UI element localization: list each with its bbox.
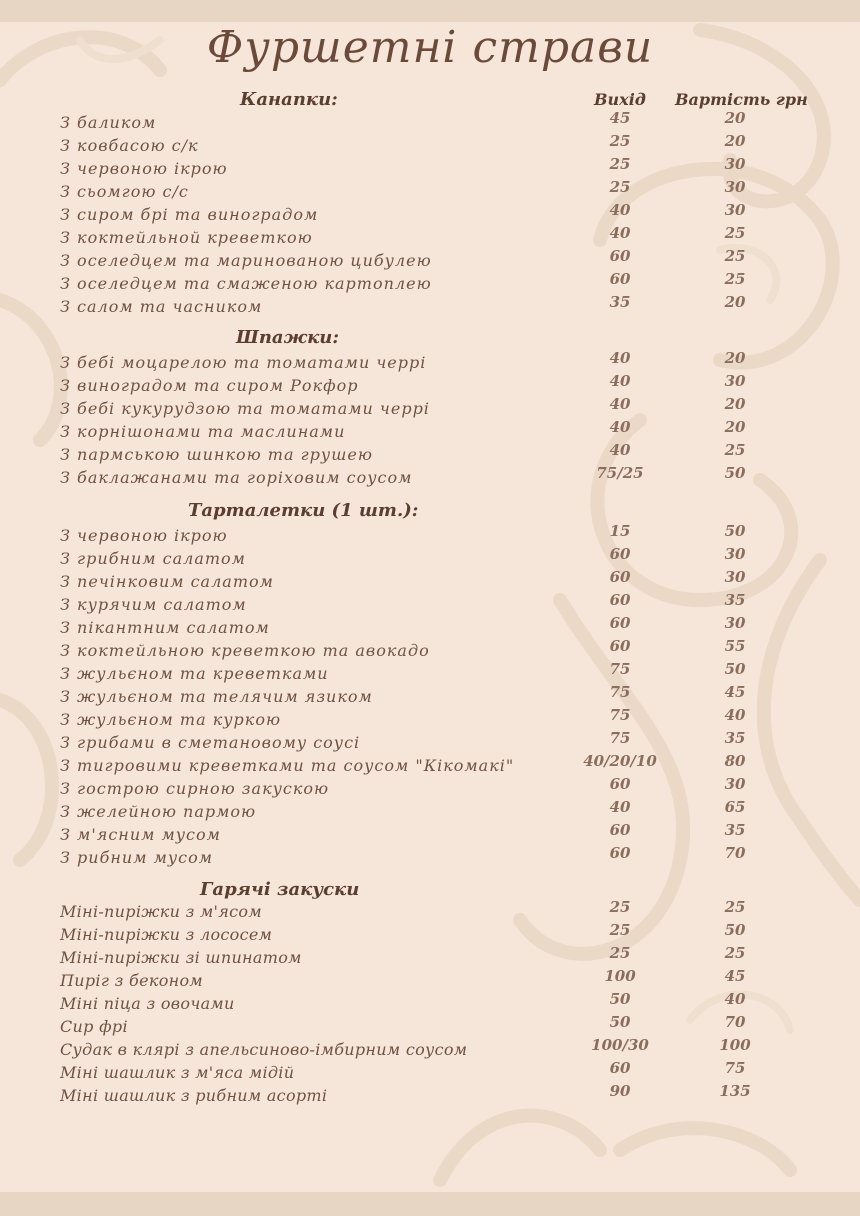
dish-price: 30 [724, 178, 746, 196]
dish-output: 15 [609, 522, 631, 540]
dish-output: 40 [609, 395, 631, 413]
dish-name: З жульєном та куркою [60, 710, 282, 729]
dish-price: 25 [724, 247, 746, 265]
top-border-band [0, 0, 860, 22]
dish-output: 50 [609, 990, 631, 1008]
dish-price: 30 [724, 201, 746, 219]
dish-price: 45 [724, 683, 746, 701]
menu-row [0, 1082, 860, 1109]
dish-name: З коктейльной креветкою [60, 228, 313, 247]
dish-name: З жульєном та телячим язиком [60, 687, 373, 706]
dish-name: З тигровими креветками та соусом "Кікомакі" [60, 756, 515, 775]
dish-name: З бебі моцарелою та томатами черрі [60, 353, 427, 372]
dish-output: 25 [609, 921, 631, 939]
dish-name: Міні піца з овочами [60, 994, 235, 1013]
dish-output: 25 [609, 178, 631, 196]
dish-price: 20 [724, 395, 746, 413]
dish-price: 100 [719, 1036, 751, 1054]
menu-row [0, 464, 860, 491]
dish-output: 25 [609, 155, 631, 173]
section-title: Гарячі закуски [200, 879, 360, 900]
dish-output: 60 [609, 775, 631, 793]
dish-output: 60 [609, 844, 631, 862]
dish-output: 40 [609, 201, 631, 219]
dish-name: З рибним мусом [60, 848, 213, 867]
dish-output: 60 [609, 591, 631, 609]
dish-output: 50 [609, 1013, 631, 1031]
dish-name: З червоною ікрою [60, 159, 228, 178]
dish-output: 75 [609, 729, 631, 747]
dish-price: 25 [724, 270, 746, 288]
dish-name: З гострою сирною закускою [60, 779, 330, 798]
dish-price: 70 [724, 1013, 746, 1031]
dish-output: 100 [604, 967, 636, 985]
dish-name: З виноградом та сиром Рокфор [60, 376, 359, 395]
dish-price: 30 [724, 545, 746, 563]
dish-price: 135 [719, 1082, 751, 1100]
dish-output: 60 [609, 1059, 631, 1077]
dish-output: 25 [609, 898, 631, 916]
dish-output: 25 [609, 132, 631, 150]
dish-price: 50 [724, 921, 746, 939]
dish-name: З червоною ікрою [60, 526, 228, 545]
dish-output: 40 [609, 349, 631, 367]
dish-name: З ковбасою с/к [60, 136, 199, 155]
dish-name: З баликом [60, 113, 157, 132]
dish-name: З грибним салатом [60, 549, 246, 568]
dish-name: З сиром брі та виноградом [60, 205, 319, 224]
dish-output: 35 [609, 293, 631, 311]
dish-price: 50 [724, 660, 746, 678]
section-title: Тарталетки (1 шт.): [188, 500, 419, 521]
dish-output: 60 [609, 637, 631, 655]
dish-price: 35 [724, 821, 746, 839]
dish-name: З оселедцем та смаженою картоплею [60, 274, 432, 293]
dish-output: 60 [609, 821, 631, 839]
dish-price: 20 [724, 349, 746, 367]
dish-price: 80 [724, 752, 746, 770]
dish-name: З пікантним салатом [60, 618, 270, 637]
dish-name: Міні-пиріжки зі шпинатом [60, 948, 302, 967]
dish-price: 40 [724, 706, 746, 724]
dish-output: 90 [609, 1082, 631, 1100]
dish-output: 75 [609, 683, 631, 701]
dish-price: 50 [724, 522, 746, 540]
dish-output: 45 [609, 109, 631, 127]
dish-name: З жульєном та креветками [60, 664, 329, 683]
dish-name: Міні-пиріжки з лососем [60, 925, 273, 944]
dish-name: Міні-пиріжки з м'ясом [60, 902, 262, 921]
dish-output: 40 [609, 372, 631, 390]
dish-name: Пиріг з беконом [60, 971, 203, 990]
dish-price: 30 [724, 155, 746, 173]
section-title: Канапки: [240, 89, 338, 110]
column-header-output: Вихід [594, 90, 646, 109]
dish-price: 30 [724, 568, 746, 586]
dish-price: 20 [724, 418, 746, 436]
dish-output: 60 [609, 545, 631, 563]
dish-name: Сир фрі [60, 1017, 128, 1036]
dish-price: 55 [724, 637, 746, 655]
dish-output: 40 [609, 798, 631, 816]
dish-output: 75 [609, 706, 631, 724]
dish-output: 75 [609, 660, 631, 678]
section-title: Шпажки: [236, 327, 339, 348]
dish-price: 25 [724, 944, 746, 962]
dish-name: З баклажанами та горіховим соусом [60, 468, 413, 487]
dish-name: З желейною пармою [60, 802, 257, 821]
dish-price: 50 [724, 464, 746, 482]
dish-name: З грибами в сметановому соусі [60, 733, 361, 752]
dish-name: З коктейльною креветкою та авокадо [60, 641, 430, 660]
dish-name: З сьомгою с/с [60, 182, 189, 201]
dish-name: З бебі кукурудзою та томатами черрі [60, 399, 430, 418]
dish-name: З курячим салатом [60, 595, 247, 614]
dish-price: 25 [724, 441, 746, 459]
dish-output: 40 [609, 441, 631, 459]
dish-price: 35 [724, 591, 746, 609]
menu-row [0, 844, 860, 871]
dish-output: 60 [609, 247, 631, 265]
bottom-border-band [0, 1192, 860, 1216]
dish-price: 20 [724, 132, 746, 150]
dish-price: 30 [724, 372, 746, 390]
dish-name: З м'ясним мусом [60, 825, 221, 844]
dish-output: 100/30 [591, 1036, 649, 1054]
menu-row [0, 293, 860, 320]
dish-output: 40 [609, 418, 631, 436]
column-header-price: Вартість грн [675, 90, 808, 109]
dish-output: 60 [609, 568, 631, 586]
dish-output: 60 [609, 614, 631, 632]
dish-output: 75/25 [596, 464, 644, 482]
dish-price: 65 [724, 798, 746, 816]
dish-price: 20 [724, 293, 746, 311]
dish-output: 25 [609, 944, 631, 962]
dish-name: З пармською шинкою та грушею [60, 445, 373, 464]
page-title: Фуршетні страви [206, 22, 654, 73]
dish-output: 60 [609, 270, 631, 288]
dish-price: 30 [724, 614, 746, 632]
dish-price: 40 [724, 990, 746, 1008]
dish-name: Міні шашлик з рибним асорті [60, 1086, 328, 1105]
dish-price: 45 [724, 967, 746, 985]
dish-name: З печінковим салатом [60, 572, 274, 591]
dish-output: 40 [609, 224, 631, 242]
dish-name: Судак в клярі з апельсиново-імбирним соусом [60, 1040, 468, 1059]
dish-price: 30 [724, 775, 746, 793]
dish-name: Міні шашлик з м'яса мідій [60, 1063, 295, 1082]
dish-price: 75 [724, 1059, 746, 1077]
dish-name: З салом та часником [60, 297, 263, 316]
dish-price: 70 [724, 844, 746, 862]
dish-name: З оселедцем та маринованою цибулею [60, 251, 432, 270]
dish-price: 35 [724, 729, 746, 747]
dish-price: 25 [724, 224, 746, 242]
dish-price: 25 [724, 898, 746, 916]
dish-output: 40/20/10 [583, 752, 657, 770]
dish-price: 20 [724, 109, 746, 127]
dish-name: З корнішонами та маслинами [60, 422, 346, 441]
